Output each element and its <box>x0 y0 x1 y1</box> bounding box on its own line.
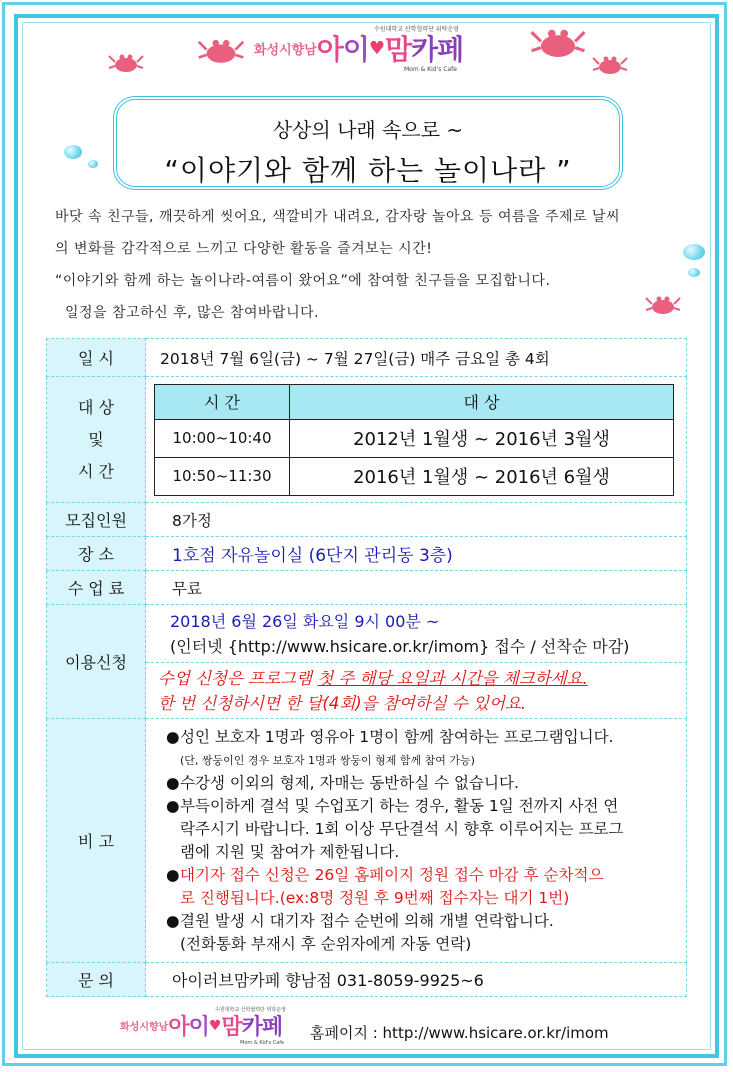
title-line-1: 상상의 나래 속으로 ~ <box>272 118 464 142</box>
logo-i: 이 <box>342 33 369 66</box>
bubble-decoration <box>683 244 705 260</box>
apply-cell <box>146 605 687 663</box>
session-table <box>154 384 674 496</box>
apply-url: (인터넷 {http://www.hsicare.or.kr/imom} 접수 / 선착순 마감) <box>170 636 630 656</box>
note-text: 부득이하게 결석 및 수업포기 하는 경우, 활동 1일 전까지 사전 연 <box>180 796 619 815</box>
crab-icon <box>592 52 628 78</box>
fee-value: 무료 <box>146 571 687 605</box>
note-item <box>166 864 686 887</box>
capacity-value: 8가정 <box>146 503 687 537</box>
intro-line-3: “이야기와 함께 하는 놀이나라-여름이 왔어요”에 참여할 친구들을 모집합니다. <box>55 273 551 289</box>
bullet-icon: ● <box>166 796 180 815</box>
note-text: 결원 발생 시 대기자 접수 순번에 의해 개별 연락합니다. <box>180 911 554 930</box>
bullet-icon: ● <box>166 911 180 930</box>
crab-icon <box>645 292 681 318</box>
note-text: 성인 보호자 1명과 영유아 1명이 함께 참여하는 프로그램입니다. <box>180 727 614 746</box>
note-label: 비 고 <box>47 719 146 963</box>
logo-i: 이 <box>188 1015 209 1040</box>
intro-line-1: 바닷 속 친구들, 깨끗하게 씻어요, 색깔비가 내려요, 감자랑 놀아요 등 여름을 주제로 날씨 <box>55 209 621 225</box>
logo-cafe: 카페 <box>411 33 464 66</box>
cafe-logo-bottom <box>120 1007 286 1046</box>
contact-label: 문 의 <box>47 963 146 997</box>
bullet-icon: ● <box>166 773 180 792</box>
note-text: 대기자 접수 신청은 26일 홈페이지 정원 접수 마감 후 순차적으 <box>180 865 604 884</box>
place-label: 장 소 <box>47 537 146 571</box>
logo-a: 아 <box>316 33 343 66</box>
logo-city: 화성시향남 <box>254 42 317 58</box>
apply-warning <box>146 663 687 719</box>
logo-cafe: 카페 <box>241 1015 283 1040</box>
target-label-line-1: 대 상 <box>78 397 114 417</box>
note-text: 수강생 이외의 형제, 자매는 동반하실 수 없습니다. <box>180 773 519 792</box>
target-header: 대 상 <box>290 384 674 419</box>
target-label-line-3: 시 간 <box>78 461 114 481</box>
apply-warning-line-2: 한 번 신청하시면 한 달(4회)을 참여하실 수 있어요. <box>158 693 527 713</box>
title-line-2: “이야기와 함께 하는 놀이나라 ” <box>164 154 572 187</box>
target-label <box>47 377 146 503</box>
date-label: 일 시 <box>47 339 146 377</box>
table-row <box>155 457 674 495</box>
note-item <box>166 726 686 749</box>
session-target: 2016년 1월생 ~ 2016년 6월생 <box>290 457 674 495</box>
bullet-icon: ● <box>166 727 180 746</box>
intro-line-2: 의 변화를 감각적으로 느끼고 다양한 활동을 즐겨보는 시간! <box>55 241 433 257</box>
apply-date: 2018년 6월 26일 화요일 9시 00분 ~ <box>170 611 440 631</box>
table-row <box>155 419 674 457</box>
logo-en: Mom & Kid's Cafe <box>240 1040 285 1046</box>
intro-line-4: 일정을 참고하신 후, 많은 참여바랍니다. <box>65 305 320 321</box>
fee-label: 수 업 료 <box>47 571 146 605</box>
note-text-cont: 락주시기 바랍니다. 1회 이상 무단결석 시 향후 이루어지는 프로그 <box>180 819 624 838</box>
note-item <box>166 772 686 795</box>
note-sub: (단, 쌍둥이인 경우 보호자 1명과 쌍둥이 형제 함께 참여 가능) <box>180 753 475 767</box>
session-time: 10:00~10:40 <box>155 419 290 457</box>
session-time: 10:50~11:30 <box>155 457 290 495</box>
logo-city: 화성시향남 <box>120 1022 169 1033</box>
contact-value: 아이러브맘카페 향남점 031-8059-9925~6 <box>146 963 687 997</box>
apply-warning-text: 수업 신청은 프로그램 <box>158 668 318 688</box>
apply-warning-line-1 <box>158 666 686 691</box>
heart-icon: ♥ <box>208 1017 222 1034</box>
bubble-decoration <box>688 268 700 277</box>
logo-a: 아 <box>168 1015 189 1040</box>
logo-org: 수원대학교 산학협력단 위탁운영 <box>374 26 459 33</box>
cafe-logo-top <box>254 26 464 73</box>
bubble-decoration <box>88 160 98 168</box>
target-cell <box>146 377 687 503</box>
apply-warning-underlined: 첫 주 해당 요일과 시간을 체크하세요. <box>317 668 588 688</box>
note-item <box>166 795 686 818</box>
crab-icon <box>530 22 586 64</box>
logo-mom: 맘 <box>221 1015 242 1040</box>
logo-mom: 맘 <box>385 33 412 66</box>
note-text-cont: 램에 지원 및 참여가 제한됩니다. <box>180 842 400 861</box>
bullet-icon: ● <box>166 865 180 884</box>
heart-icon: ♥ <box>368 37 386 59</box>
logo-org: 수원대학교 산학협력단 위탁운영 <box>215 1007 286 1013</box>
apply-label: 이용신청 <box>47 605 146 719</box>
bubble-decoration <box>64 145 82 159</box>
session-target: 2012년 1월생 ~ 2016년 3월생 <box>290 419 674 457</box>
time-header: 시 간 <box>155 384 290 419</box>
capacity-label: 모집인원 <box>47 503 146 537</box>
crab-icon <box>196 34 246 68</box>
note-text-cont: (전화통화 부재시 후 순위자에게 자동 연락) <box>180 934 472 953</box>
info-table <box>46 338 687 997</box>
target-label-line-2: 및 <box>88 429 104 449</box>
note-text-cont: 로 진행됩니다.(ex:8명 정원 후 9번째 접수자는 대기 1번) <box>180 888 570 907</box>
place-value: 1호점 자유놀이실 (6단지 관리동 3층) <box>146 537 687 571</box>
date-value: 2018년 7월 6일(금) ~ 7월 27일(금) 매주 금요일 총 4회 <box>146 339 687 377</box>
notes-cell <box>146 719 687 963</box>
crab-icon <box>108 50 144 76</box>
title-box <box>113 96 623 190</box>
note-item <box>166 910 686 933</box>
logo-en: Mom & Kid's Cafe <box>404 66 457 73</box>
homepage-link[interactable]: 홈페이지 : http://www.hsicare.or.kr/imom <box>310 1024 609 1042</box>
